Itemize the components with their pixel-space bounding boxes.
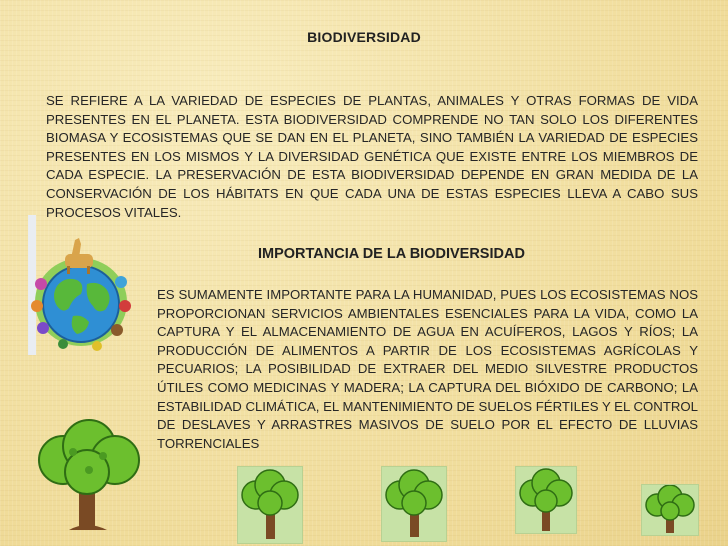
tree-illustration (515, 466, 577, 534)
intro-paragraph: SE REFIERE A LA VARIEDAD DE ESPECIES DE PLANTAS, ANIMALES Y OTRAS FORMAS DE VIDA PRESENTES EN EL PLANETA. ESTA BIODIVERSIDAD COMPRENDE NO TAN SOLO LOS DIFERENTES BIOMASA Y ECOSISTEMAS QUE SE DAN EN EL PLANETA, SINO TAMBIÉN LA VARIEDAD DE ESPECIES PRESENTES EN LOS MISMOS Y LA DIVERSIDAD GENÉTICA QUE EXISTE ENTRE LOS MIEMBROS DE CADA ESPECIE. LA PRESERVACIÓN DE ESTA BIODIVERSIDAD DEPENDE EN GRAN MEDIDA DE LA CONSERVACIÓN DE LOS HÁBITATS EN QUE CADA UNA DE ESTAS ESPECIES LLEVA A CABO SUS PROCESOS VITALES. (46, 93, 698, 220)
tree-illustration (381, 466, 447, 542)
importance-paragraph: ES SUMAMENTE IMPORTANTE PARA LA HUMANIDAD, PUES LOS ECOSISTEMAS NOS PROPORCIONAN SERVICIOS AMBIENTALES ESENCIALES PARA LA VIDA, COMO LA CAPTURA Y EL ALMACENAMIENTO DE AGUA EN ACUÍFEROS, LAGOS Y RÍOS; LA PRODUCCIÓN DE ALIMENTOS A PARTIR DE LOS ECOSISTEMAS AGRÍCOLAS Y PECUARIOS; LA POSIBILIDAD DE EXTRAER DEL MEDIO SILVESTRE PRODUCTOS ÚTILES COMO MEDICINAS Y MADERA; LA CAPTURA DEL BIÓXIDO DE CARBONO; LA ESTABILIDAD CLIMÁTICA, EL MANTENIMIENTO DE SUELOS FÉRTILES Y EL CONTROL DE DESLAVES Y ARRASTRES MASIVOS DE SUELO POR EL EFECTO DE LLUVIAS TORRENCIALES (157, 287, 698, 451)
tree-illustration (29, 418, 149, 536)
tree-illustration (641, 484, 699, 536)
tree-illustration (237, 466, 303, 544)
page-title: BIODIVERSIDAD (307, 29, 421, 45)
importance-title: IMPORTANCIA DE LA BIODIVERSIDAD (258, 246, 525, 262)
globe-animals-illustration (27, 214, 135, 360)
